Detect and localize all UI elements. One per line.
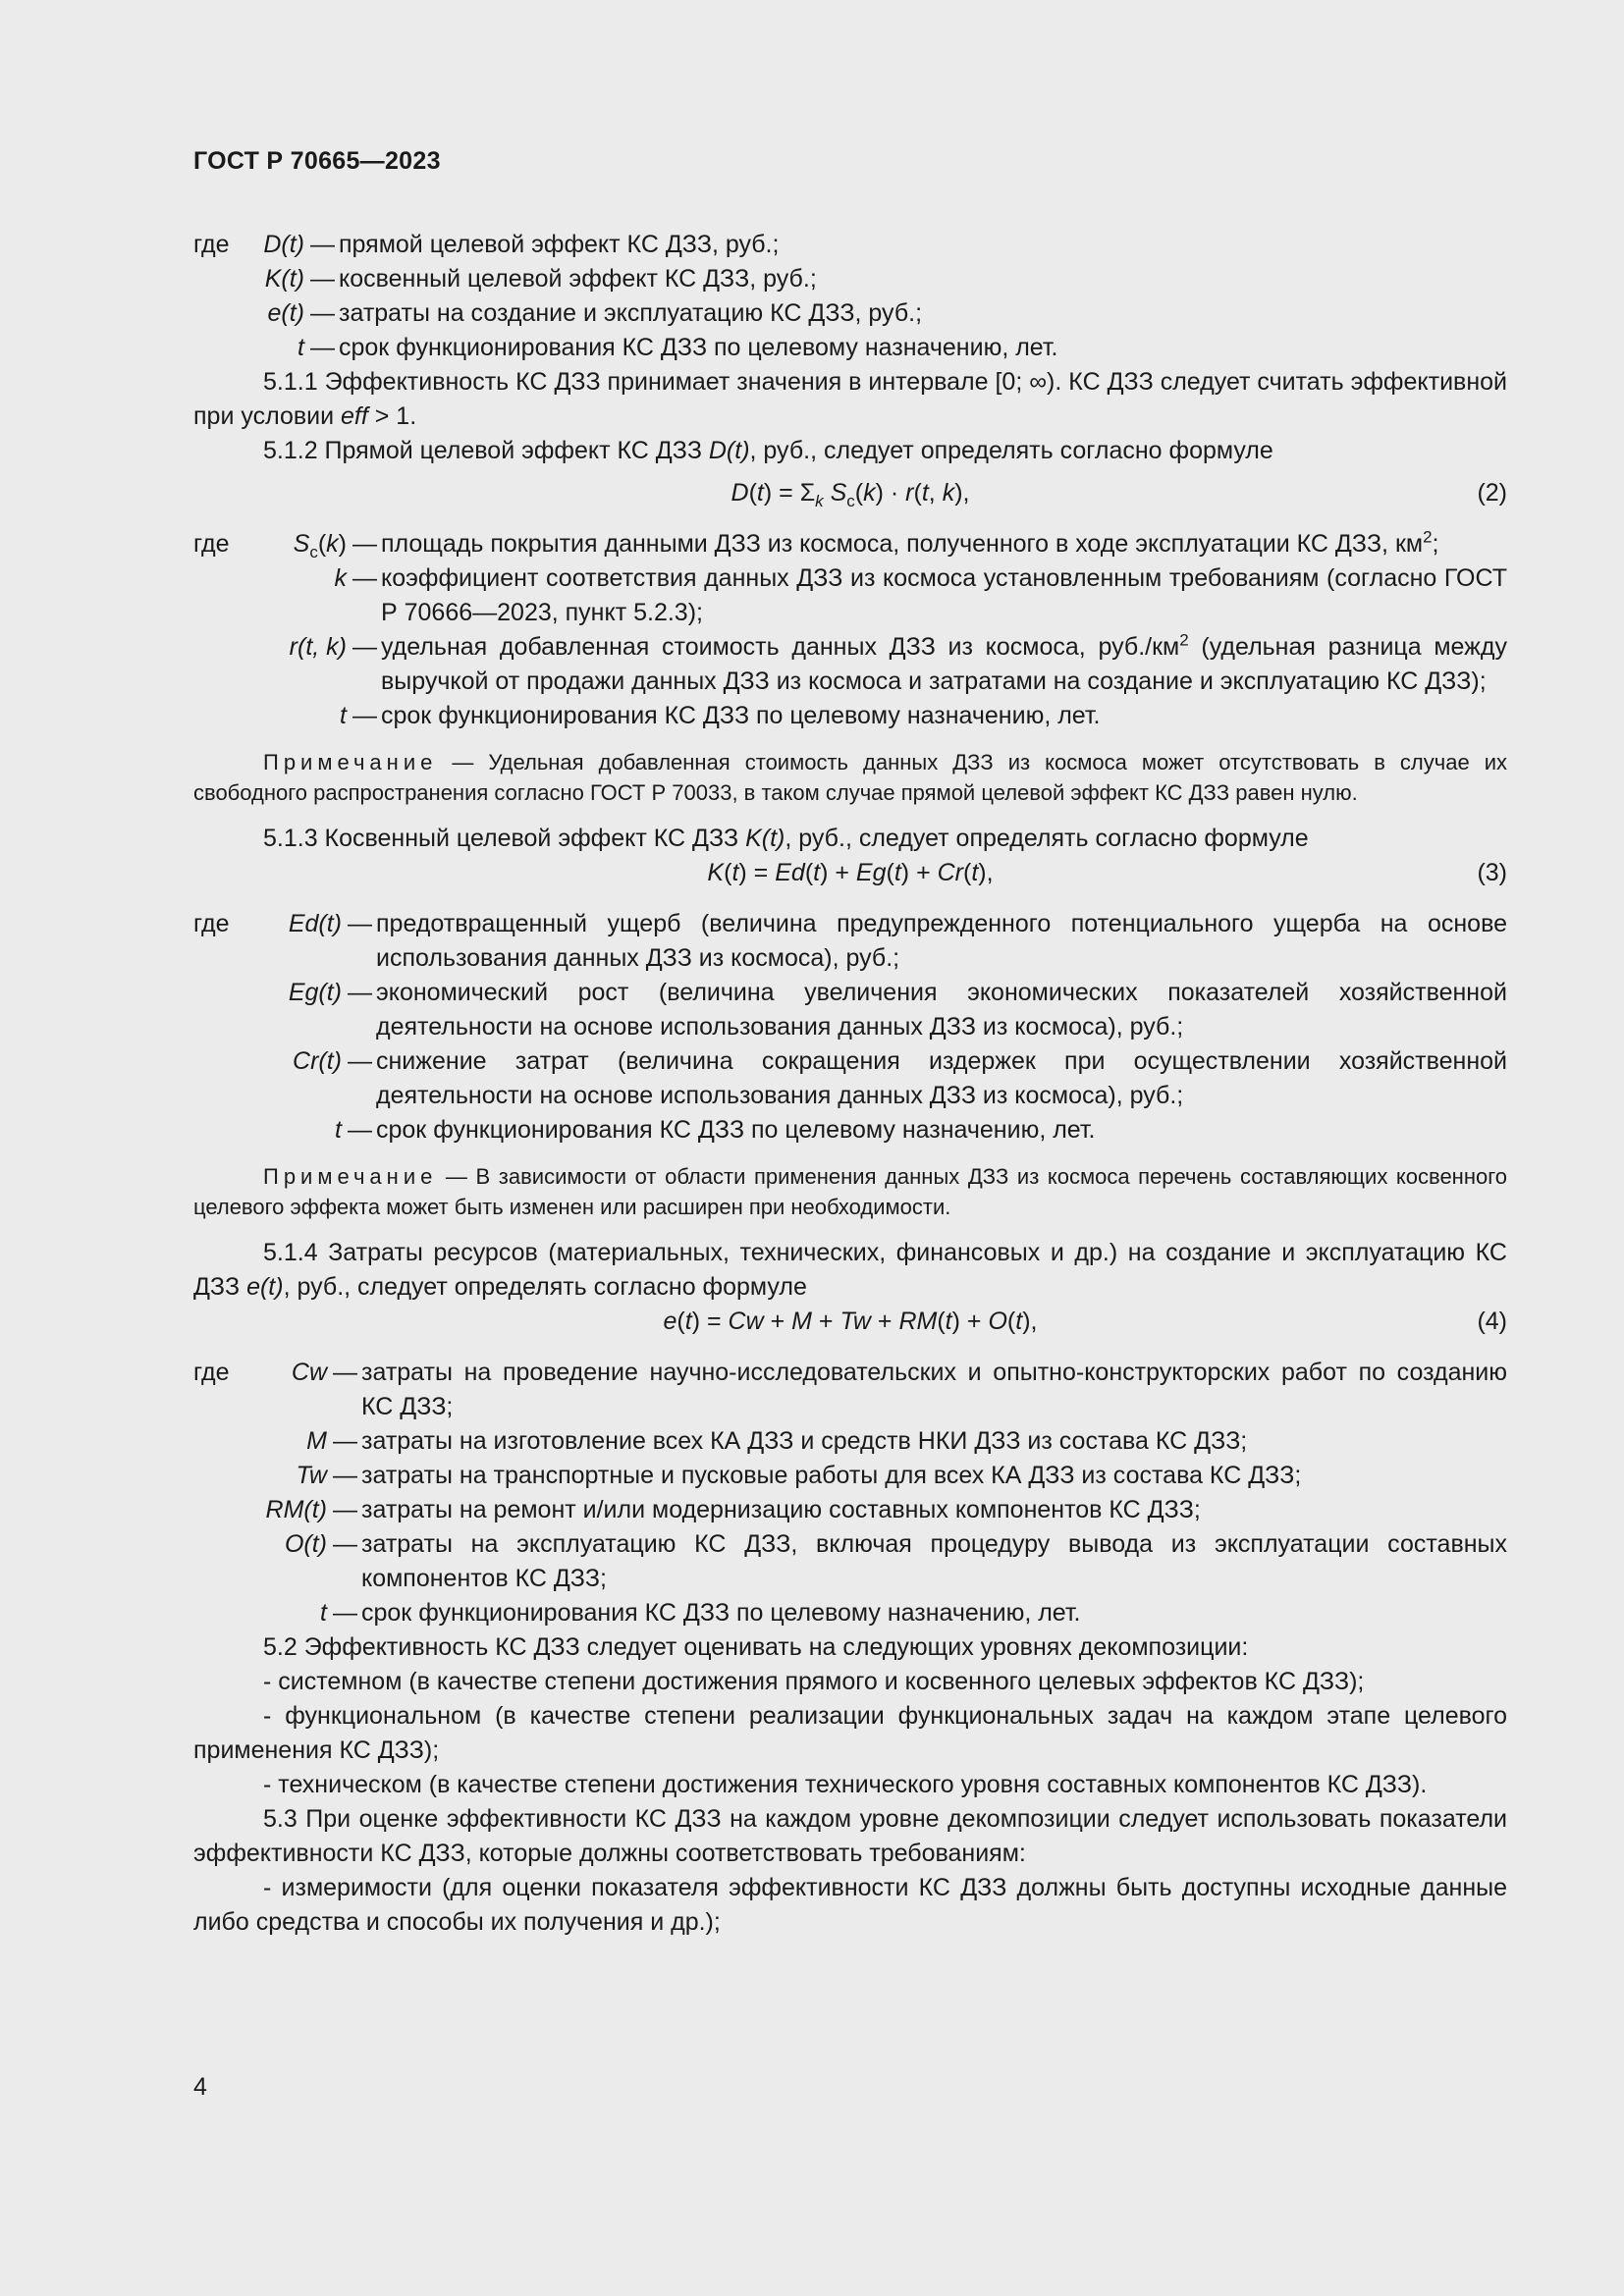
note-label: Примечание <box>263 750 438 774</box>
definition-row: t — срок функционирования КС ДЗЗ по целевому назначению, лет. <box>193 699 1507 733</box>
paragraph-5-1-2: 5.1.2 Прямой целевой эффект КС ДЗЗ D(t), руб., следует определять согласно формуле <box>263 437 1273 464</box>
paragraph-5-1-4: 5.1.4 Затраты ресурсов (материальных, технических, финансовых и др.) на создание и эксплуатацию КС ДЗЗ e(t), руб., следует определять согласно формуле <box>193 1239 1507 1301</box>
document-page <box>193 0 1507 2296</box>
formula-expression: e(t) = Cw + M + Tw + RM(t) + O(t), <box>663 1308 1038 1335</box>
definition-text: снижение затрат (величина сокращения издержек при осуществлении хозяйственной деятельности на основе использования данных ДЗЗ из космоса), руб.; <box>376 1047 1507 1109</box>
definition-row: e(t) — затраты на создание и эксплуатацию КС ДЗЗ, руб.; <box>193 296 1507 331</box>
definition-text: удельная добавленная стоимость данных ДЗЗ из космоса, $руб./км^2$ (удельная разница между выручкой от продажи данных ДЗЗ из космоса и затратами на создание и эксплуатацию КС ДЗЗ); <box>381 630 1507 695</box>
list-item: - системном (в качестве степени достижения прямого и косвенного целевых эффектов КС ДЗЗ); <box>263 1668 1365 1695</box>
definitions-block-4 <box>193 1356 1507 1630</box>
definition-text: срок функционирования КС ДЗЗ по целевому назначению, лет. <box>381 702 1101 729</box>
definition-text: коэффициент соответствия данных ДЗЗ из космоса установленным требованиям (согласно ГОСТ Р 70666—2023, пункт 5.2.3); <box>381 564 1507 626</box>
definition-text: затраты на изготовление всех КА ДЗЗ и средств НКИ ДЗЗ из состава КС ДЗЗ; <box>361 1427 1248 1455</box>
note-label: Примечание <box>263 1164 438 1189</box>
document-body <box>193 228 1507 1940</box>
paragraph-5-2: 5.2 Эффективность КС ДЗЗ следует оценивать на следующих уровнях декомпозиции: <box>263 1633 1249 1661</box>
definition-row: k — коэффициент соответствия данных ДЗЗ из космоса установленным требованиям (согласно ГОСТ Р 70666—2023, пункт 5.2.3); <box>193 561 1507 630</box>
formula-expression: $D(t) = \Sigma_k$ $S_с(k) \cdot r(t$, k), <box>731 479 970 510</box>
definition-row: где D(t) — прямой целевой эффект КС ДЗЗ, руб.; <box>193 228 1507 262</box>
definition-row: где Ed(t) — предотвращенный ущерб (величина предупрежденного потенциального ущерба на основе использования данных ДЗЗ из космоса), руб.; <box>193 907 1507 976</box>
definition-row: K(t) — косвенный целевой эффект КС ДЗЗ, руб.; <box>193 262 1507 296</box>
document-header: ГОСТ Р 70665—2023 <box>193 147 441 175</box>
definition-text: прямой целевой эффект КС ДЗЗ, руб.; <box>339 231 780 258</box>
definition-symbol: k <box>334 564 347 592</box>
definition-symbol: D(t) <box>263 231 304 258</box>
definition-row: Tw — затраты на транспортные и пусковые работы для всех КА ДЗЗ из состава КС ДЗЗ; <box>193 1459 1507 1493</box>
formula-number: (2) <box>1477 479 1507 507</box>
definition-text: затраты на эксплуатацию КС ДЗЗ, включая процедуру вывода из эксплуатации составных компонентов КС ДЗЗ; <box>361 1530 1507 1592</box>
formula-4 <box>193 1305 1507 1342</box>
definition-row: r(t, k) — удельная добавленная стоимость данных ДЗЗ из космоса, $руб./км^2$ (удельная разница между выручкой от продажи данных ДЗЗ из космоса и затратами на создание и эксплуатацию КС ДЗЗ); <box>193 630 1507 699</box>
definition-row: M — затраты на изготовление всех КА ДЗЗ и средств НКИ ДЗЗ из состава КС ДЗЗ; <box>193 1424 1507 1459</box>
formula-2 <box>193 476 1507 513</box>
definition-symbol: Cr(t) <box>293 1047 342 1075</box>
definition-text: затраты на ремонт и/или модернизацию составных компонентов КС ДЗЗ; <box>361 1496 1201 1523</box>
definition-row: где $S_с(k)$ — площадь покрытия данными ДЗЗ из космоса, полученного в ходе эксплуатации КС ДЗЗ, $км^2$; <box>193 527 1507 561</box>
definition-text: затраты на создание и эксплуатацию КС ДЗЗ, руб.; <box>339 299 923 327</box>
definition-row: O(t) — затраты на эксплуатацию КС ДЗЗ, включая процедуру вывода из эксплуатации составных компонентов КС ДЗЗ; <box>193 1527 1507 1596</box>
paragraph-5-1-3: 5.1.3 Косвенный целевой эффект КС ДЗЗ K(t), руб., следует определять согласно формуле <box>263 825 1309 852</box>
definition-text: срок функционирования КС ДЗЗ по целевому назначению, лет. <box>339 334 1058 361</box>
definition-symbol: Tw <box>296 1462 327 1489</box>
paragraph-5-1-1: 5.1.1 Эффективность КС ДЗЗ принимает значения в интервале [0; ∞). КС ДЗЗ следует считать эффективной при условии eff > 1. <box>193 368 1507 430</box>
definition-text: срок функционирования КС ДЗЗ по целевому назначению, лет. <box>361 1599 1081 1627</box>
definition-symbol: e(t) <box>267 299 304 327</box>
note-1: Примечание — Удельная добавленная стоимость данных ДЗЗ из космоса может отсутствовать в случае их свободного распространения согласно ГОСТ Р 70033, в таком случае прямой целевой эффект КС ДЗЗ равен нулю. <box>193 750 1507 805</box>
definition-row: Cr(t) — снижение затрат (величина сокращения издержек при осуществлении хозяйственной деятельности на основе использования данных ДЗЗ из космоса), руб.; <box>193 1044 1507 1113</box>
definition-symbol: t <box>298 334 304 361</box>
formula-number: (4) <box>1477 1308 1507 1335</box>
list-item: - измеримости (для оценки показателя эффективности КС ДЗЗ должны быть доступны исходные данные либо средства и способы их получения и др.); <box>193 1874 1507 1936</box>
note-2: Примечание — В зависимости от области применения данных ДЗЗ из космоса перечень составляющих косвенного целевого эффекта может быть изменен или расширен при необходимости. <box>193 1164 1507 1219</box>
definition-symbol: M <box>306 1427 327 1455</box>
definition-symbol: RM(t) <box>265 1496 327 1523</box>
definition-row: t — срок функционирования КС ДЗЗ по целевому назначению, лет. <box>193 1113 1507 1148</box>
definition-symbol: S <box>293 530 310 558</box>
definition-text: экономический рост (величина увеличения экономических показателей хозяйственной деятельности на основе использования данных ДЗЗ из космоса), руб.; <box>376 979 1507 1041</box>
definition-text: затраты на проведение научно-исследовательских и опытно-конструкторских работ по созданию КС ДЗЗ; <box>361 1359 1507 1420</box>
definition-row: t — срок функционирования КС ДЗЗ по целевому назначению, лет. <box>193 331 1507 365</box>
where-label: где <box>193 530 230 558</box>
formula-expression: K(t) = Ed(t) + Eg(t) + Cr(t), <box>707 859 994 886</box>
definition-text: предотвращенный ущерб (величина предупрежденного потенциального ущерба на основе использования данных ДЗЗ из космоса), руб.; <box>376 910 1507 972</box>
definition-row: RM(t) — затраты на ремонт и/или модернизацию составных компонентов КС ДЗЗ; <box>193 1493 1507 1527</box>
page-number: 4 <box>193 2073 207 2101</box>
definition-row: где Cw — затраты на проведение научно-исследовательских и опытно-конструкторских работ по созданию КС ДЗЗ; <box>193 1356 1507 1424</box>
definitions-block-1 <box>193 228 1507 365</box>
definition-row: t — срок функционирования КС ДЗЗ по целевому назначению, лет. <box>193 1596 1507 1630</box>
list-item: - техническом (в качестве степени достижения технического уровня составных компонентов КС ДЗЗ). <box>263 1771 1428 1798</box>
definition-symbol: Cw <box>291 1359 327 1386</box>
definition-symbol: Ed(t) <box>288 910 342 937</box>
where-label: где <box>193 231 230 258</box>
definition-text: косвенный целевой эффект КС ДЗЗ, руб.; <box>339 265 817 293</box>
definition-symbol: t <box>340 702 347 729</box>
formula-number: (3) <box>1477 859 1507 886</box>
definitions-block-2 <box>193 527 1507 733</box>
definition-symbol: r(t, k) <box>289 633 347 661</box>
where-label: где <box>193 910 230 937</box>
definition-symbol: Eg(t) <box>288 979 342 1006</box>
definition-symbol: O(t) <box>284 1530 327 1558</box>
list-item: - функциональном (в качестве степени реализации функциональных задач на каждом этапе целевого применения КС ДЗЗ); <box>193 1702 1507 1764</box>
definition-text: затраты на транспортные и пусковые работы для всех КА ДЗЗ из состава КС ДЗЗ; <box>361 1462 1302 1489</box>
definition-symbol: K(t) <box>264 265 304 293</box>
paragraph-5-3: 5.3 При оценке эффективности КС ДЗЗ на каждом уровне декомпозиции следует использовать показатели эффективности КС ДЗЗ, которые должны соответствовать требованиям: <box>193 1805 1507 1867</box>
definition-text: срок функционирования КС ДЗЗ по целевому назначению, лет. <box>376 1116 1096 1144</box>
where-label: где <box>193 1359 230 1386</box>
definitions-block-3 <box>193 907 1507 1148</box>
definition-symbol: t <box>320 1599 327 1627</box>
formula-3 <box>193 856 1507 893</box>
definition-symbol: t <box>335 1116 342 1144</box>
definition-row: Eg(t) — экономический рост (величина увеличения экономических показателей хозяйственной деятельности на основе использования данных ДЗЗ из космоса), руб.; <box>193 976 1507 1044</box>
definition-text: площадь покрытия данными ДЗЗ из космоса, полученного в ходе эксплуатации КС ДЗЗ, $км^2$; <box>381 527 1439 558</box>
